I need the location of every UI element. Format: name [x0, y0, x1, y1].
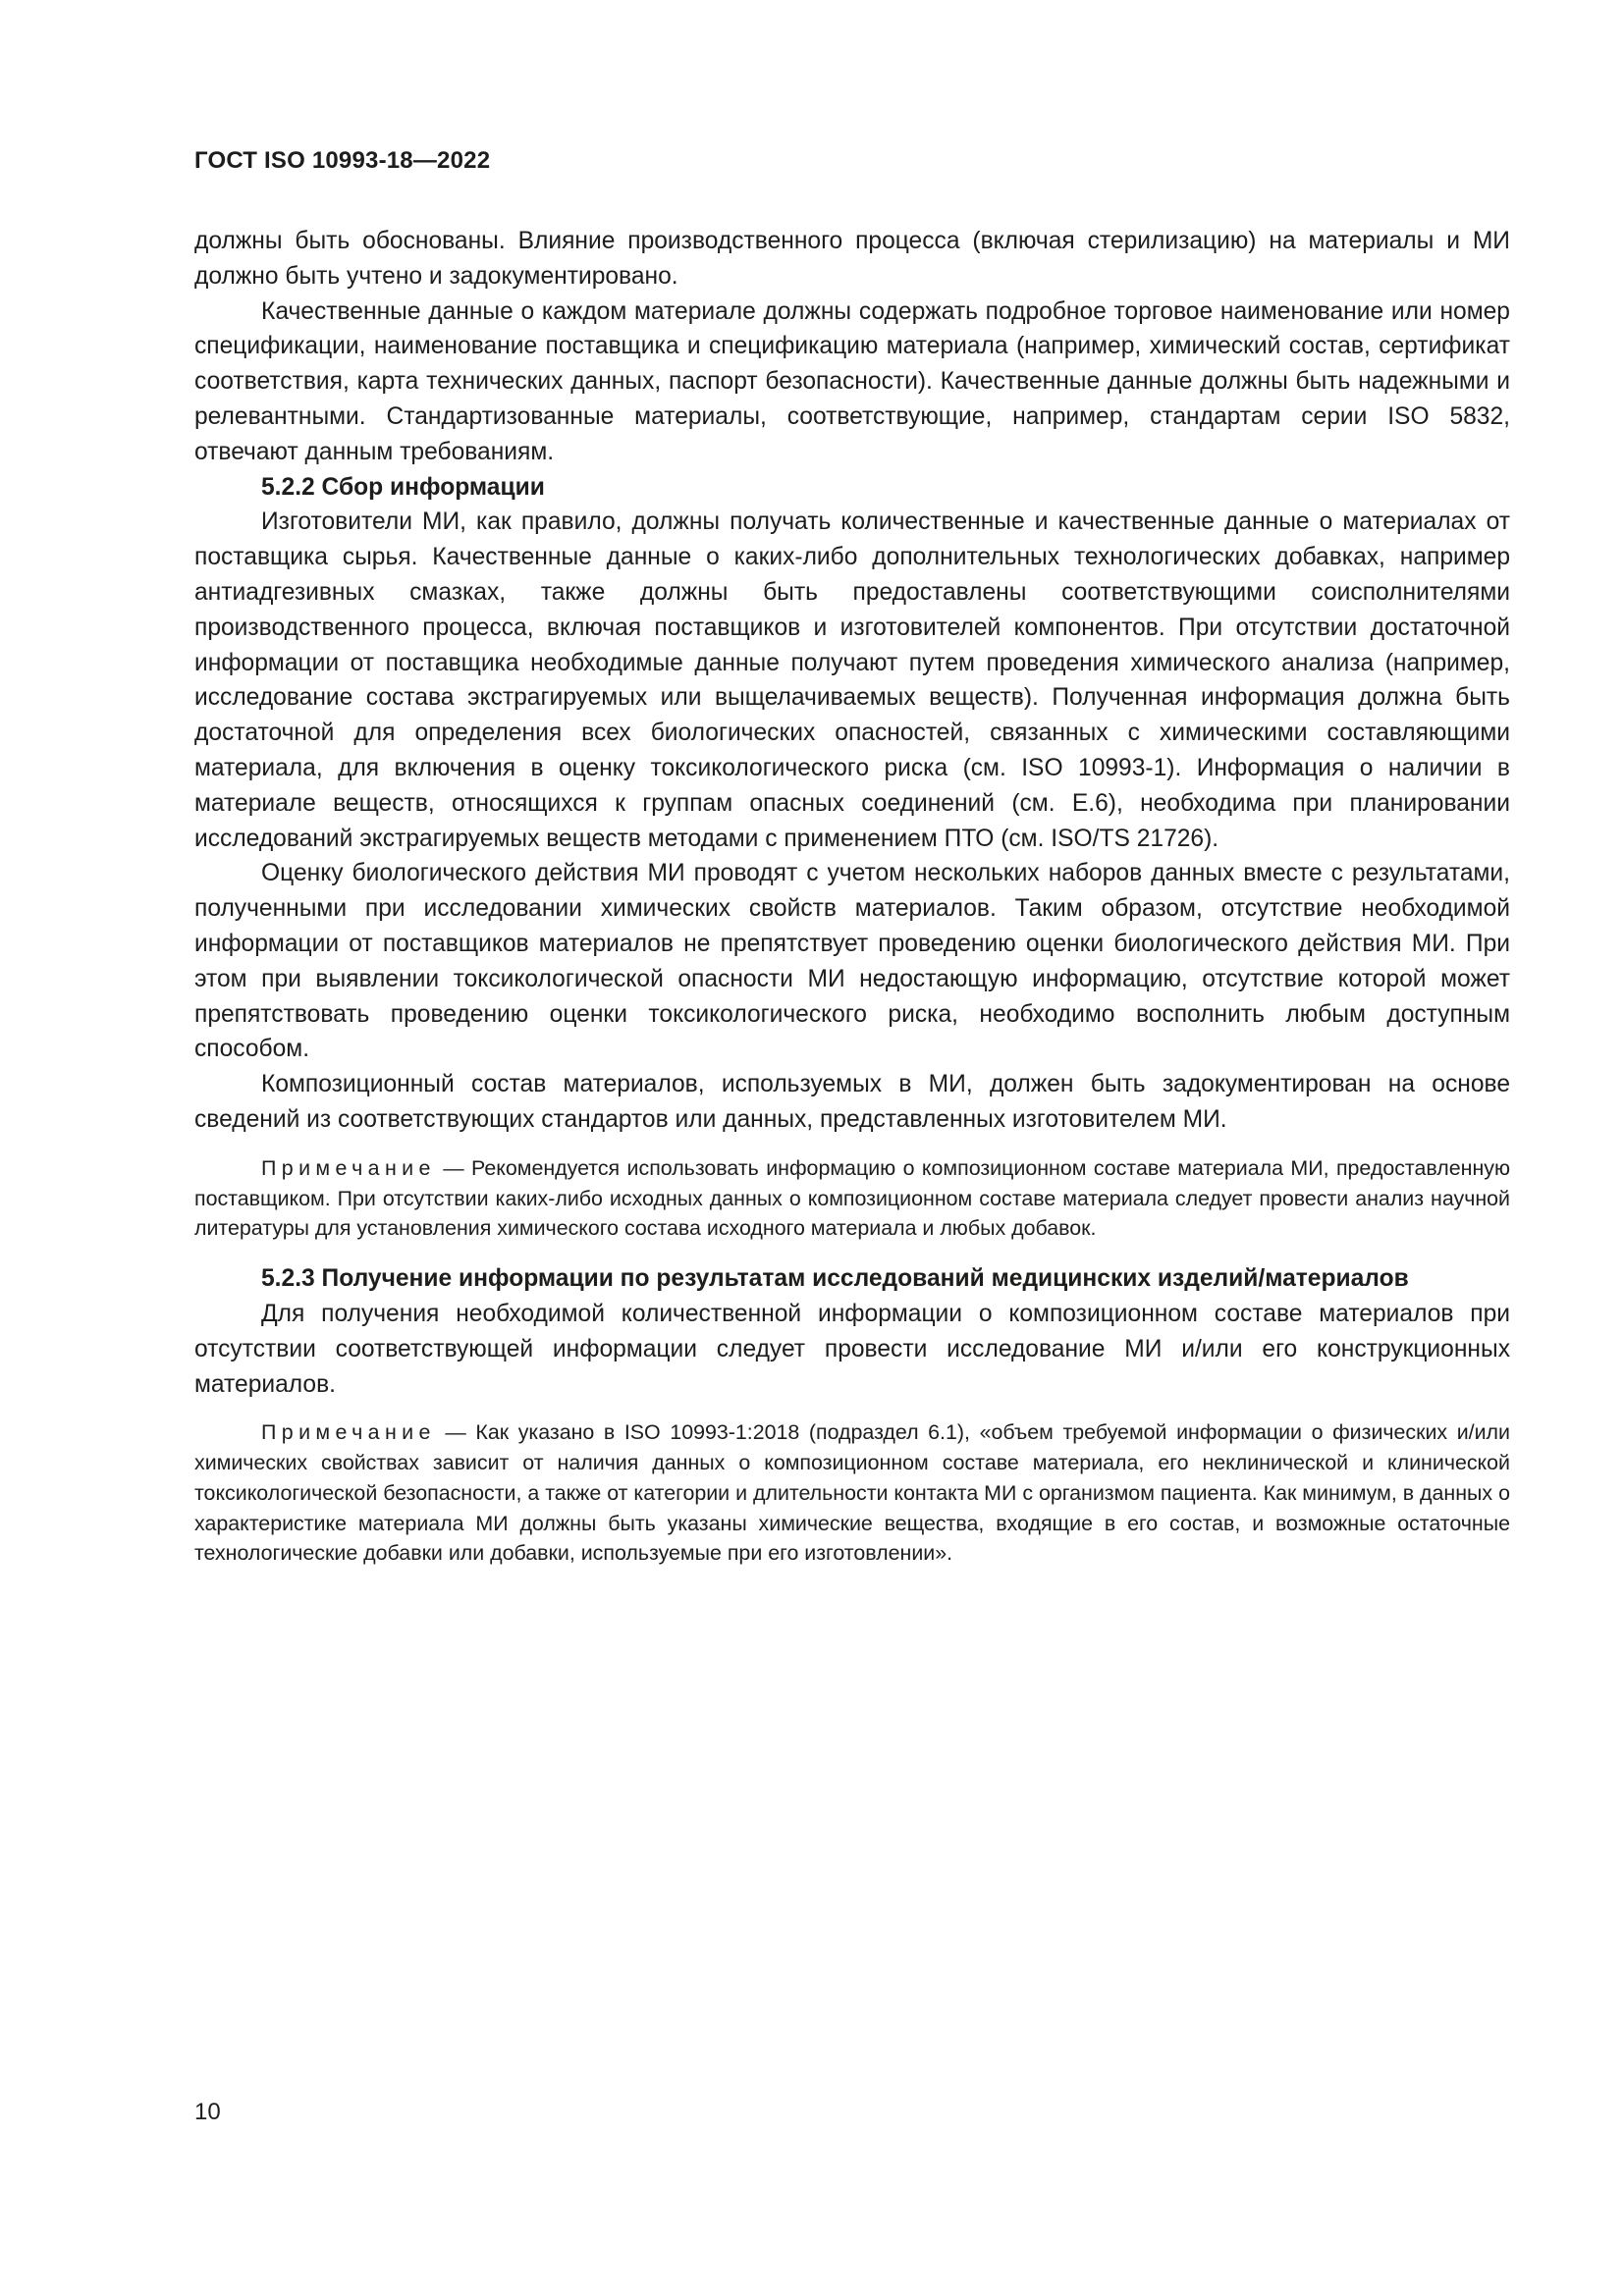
paragraph-continued: должны быть обоснованы. Влияние производственного процесса (включая стерилизацию) на материалы и МИ должно быть учтено и задокументировано. — [194, 228, 1510, 290]
note-text: — Как указано в ISO 10993-1:2018 (подраздел 6.1), «объем требуемой информации о физических и/или химических свойствах зависит от наличия данных о композиционном составе материала, его неклинической и клинической токсикологической безопасности, а также от категории и длительности контакта МИ с организмом пациента. Как минимум, в данных о характеристике материала МИ должны быть указаны химические вещества, входящие в его состав, и возможные остаточные технологические добавки или добавки, используемые при его изготовлении». — [194, 1420, 1510, 1566]
note-2 — [194, 1417, 1510, 1569]
paragraph-composition-documentation: Композиционный состав материалов, используемых в МИ, должен быть задокументирован на основе сведений из соответствующих стандартов или данных, представленных изготовителем МИ. — [194, 1071, 1510, 1133]
standard-header: ГОСТ ISO 10993-18—2022 — [194, 147, 491, 174]
page-number: 10 — [194, 2099, 221, 2125]
note-text: — Рекомендуется использовать информацию о композиционном составе материала МИ, предоставленную поставщиком. При отсутствии каких-либо исходных данных о композиционном составе материала следует провести анализ научной литературы для установления химического состава исходного материала и любых добавок. — [194, 1155, 1510, 1241]
section-heading-5-2-2: 5.2.2 Сбор информации — [261, 473, 545, 501]
paragraph-information-collection: Изготовители МИ, как правило, должны получать количественные и качественные данные о материалах от поставщика сырья. Качественные данные о каких-либо дополнительных технологических добавках, например антиадгезивных смазках, также должны быть предоставлены соответствующими соисполнителями производственного процесса, включая поставщиков и изготовителей компонентов. При отсутствии достаточной информации от поставщика необходимые данные получают путем проведения химического анализа (например, исследование состава экстрагируемых или выщелачиваемых веществ). Полученная информация должна быть достаточной для определения всех биологических опасностей, связанных с химическими составляющими материала, для включения в оценку токсикологического риска (см. ISO 10993-1). Информация о наличии в материале веществ, относящихся к группам опасных соединений (см. Е.6), необходима при планировании исследований экстрагируемых веществ методами с применением ПТО (см. ISO/TS 21726). — [194, 508, 1510, 852]
paragraph-device-investigation: Для получения необходимой количественной информации о композиционном составе материалов при отсутствии соответствующей информации следует провести исследование МИ и/или его конструкционных материалов. — [194, 1300, 1510, 1398]
section-heading-5-2-3: 5.2.3 Получение информации по результатам исследований медицинских изделий/материалов — [261, 1265, 1409, 1293]
note-label: Примечание — [261, 1155, 436, 1180]
note-label: Примечание — [261, 1420, 436, 1445]
paragraph-biological-evaluation: Оценку биологического действия МИ проводят с учетом нескольких наборов данных вместе с результатами, полученными при исследовании химических свойств материалов. Таким образом, отсутствие необходимой информации от поставщиков материалов не препятствует проведению оценки биологического действия МИ. При этом при выявлении токсикологической опасности МИ недостающую информацию, отсутствие которой может препятствовать проведению оценки токсикологического риска, необходимо восполнить любым доступным способом. — [194, 860, 1510, 1063]
paragraph-qualitative-data: Качественные данные о каждом материале должны содержать подробное торговое наименование или номер спецификации, наименование поставщика и спецификацию материала (например, химический состав, сертификат соответствия, карта технических данных, паспорт безопасности). Качественные данные должны быть надежными и релевантными. Стандартизованные материалы, соответствующие, например, стандартам серии ISO 5832, отвечают данным требованиям. — [194, 297, 1510, 465]
page-content — [194, 224, 1510, 1584]
note-1 — [194, 1153, 1510, 1244]
